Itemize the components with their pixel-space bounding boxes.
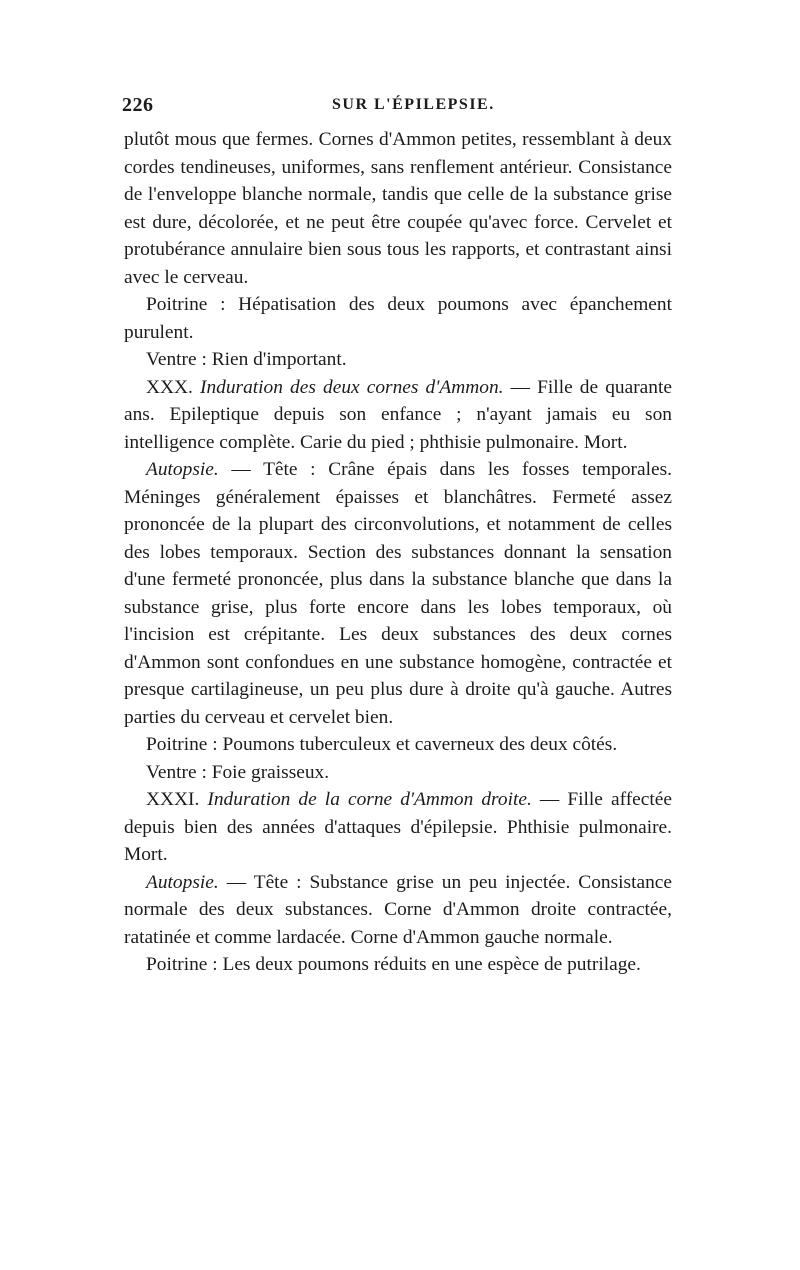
paragraph-text: plutôt mous que fermes. Cornes d'Ammon petites, ressemblant à deux cordes tendineuses, uniformes, sans renflement antérieur. Consistance de l'enveloppe blanche normale, tandis que celle de la substance grise est dure, décolorée, et ne peut être coupée qu'avec force. Cervelet et protubérance annulaire bien sous tous les rapports, et contrastant ainsi avec le cerveau.	[124, 129, 672, 288]
book-page	[124, 92, 672, 979]
autopsy-label: Autopsie.	[146, 459, 219, 480]
body-text	[124, 126, 672, 979]
paragraph-poitrine	[124, 951, 672, 979]
paragraph-poitrine	[124, 731, 672, 759]
paragraph-text: Poitrine : Les deux poumons réduits en une espèce de putrilage.	[146, 954, 641, 975]
autopsy-label: Autopsie.	[146, 871, 219, 893]
case-number: XXXI.	[146, 789, 200, 810]
page-number: 226	[122, 94, 154, 116]
paragraph-text: — Fille de quarante ans. Epileptique depuis son enfance ; n'ayant jamais eu son intelligence complète. Carie du pied ; phthisie pulmonaire. Mort.	[124, 376, 672, 453]
case-title: Induration de la corne d'Ammon droite.	[207, 789, 532, 810]
case-number: XXX.	[146, 376, 193, 398]
paragraph-ventre	[124, 759, 672, 787]
paragraph-poitrine	[124, 291, 672, 346]
case-xxxi-heading	[124, 786, 672, 869]
paragraph-text: Ventre : Foie graisseux.	[146, 761, 330, 783]
page-header	[124, 92, 672, 122]
paragraph-continuation	[124, 126, 672, 291]
paragraph-text: Ventre : Rien d'important.	[146, 349, 347, 370]
running-title: SUR L'ÉPILEPSIE.	[332, 96, 495, 113]
autopsy-xxxi	[124, 869, 672, 952]
autopsy-xxx	[124, 456, 672, 731]
case-title: Induration des deux cornes d'Ammon.	[199, 376, 504, 398]
paragraph-text: — Tête : Crâne épais dans les fosses temporales. Méninges généralement épaisses et blanchâtres. Fermeté assez prononcée de la plupart des circonvolutions, et notamment de celles des lobes temporaux. Section des substances donnant la sensation d'une fermeté prononcée, plus dans la substance blanche que dans la substance grise, plus forte encore dans les lobes temporaux, où l'incision est crépitante. Les deux substances des deux cornes d'Ammon sont confondues en une substance homogène, contractée et presque cartilagineuse, un peu plus dure à droite qu'à gauche. Autres parties du cerveau et cervelet bien.	[124, 459, 672, 728]
case-xxx-heading	[124, 374, 672, 457]
paragraph-text: Poitrine : Hépatisation des deux poumons avec épanchement purulent.	[124, 294, 672, 343]
paragraph-text: — Fille affectée depuis bien des années d'attaques d'épilepsie. Phthisie pulmonaire. Mort.	[124, 789, 672, 865]
paragraph-text: Poitrine : Poumons tuberculeux et caverneux des deux côtés.	[146, 734, 618, 755]
paragraph-ventre	[124, 346, 672, 374]
paragraph-text: — Tête : Substance grise un peu injectée. Consistance normale des deux substances. Corne d'Ammon droite contractée, ratatinée et comme lardacée. Corne d'Ammon gauche normale.	[124, 871, 672, 948]
